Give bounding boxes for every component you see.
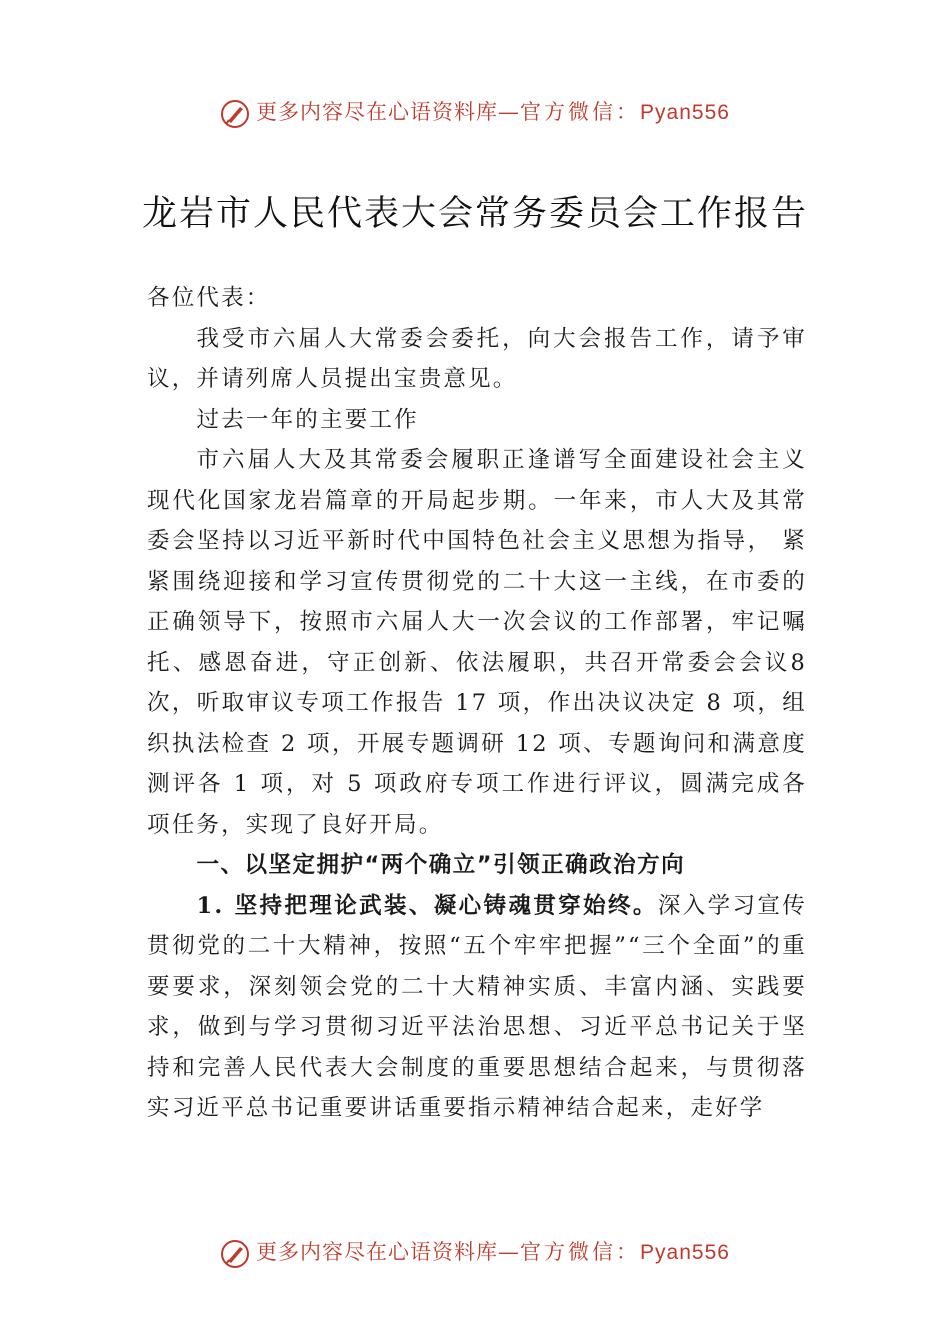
watermark-separator: — [498, 100, 521, 124]
wechat-label: 官方微信： [520, 1240, 641, 1264]
item-1-paragraph [147, 886, 807, 1129]
item-1-lead: 1. 坚持把理论武装、凝心铸魂贯穿始终。 [196, 892, 658, 919]
wechat-id: Pyan556 [640, 101, 730, 124]
watermark-text: 更多内容尽在心语资料库 [256, 100, 499, 124]
footer-watermark [0, 1236, 950, 1269]
salutation: 各位代表： [147, 285, 271, 311]
section-heading-past-year: 过去一年的主要工作 [196, 406, 419, 433]
quill-pen-logo-icon [220, 1239, 250, 1269]
watermark-text: 更多内容尽在心语资料库 [256, 1240, 499, 1264]
quill-pen-logo-icon [220, 99, 250, 129]
intro-paragraph: 我受市六届人大常委会委托，向大会报告工作，请予审议，并请列席人员提出宝贵意见。 [147, 325, 807, 392]
wechat-label: 官方微信： [520, 100, 641, 124]
overview-paragraph: 市六届人大及其常委会履职正逢谱写全面建设社会主义现代化国家龙岩篇章的开局起步期。一年来，市人大及其常委会坚持以习近平新时代中国特色社会主义思想为指导， 紧紧围绕迎接和学习宣传贯彻党的二十大这一主线，在市委的正确领导下，按照市六届人大一次会议的工作部署，牢记嘱托、感恩奋进，守正创新、依法履职，共召开常委会会议8次，听取审议专项工作报告 17 项，作出决议决定 8 项，组织执法检查 2 项，开展专题调研 12 项、专题询问和满意度测评各 1 项，对 5 项政府专项工作进行评议，圆满完成各项任务，实现了良好开局。 [147, 447, 807, 838]
item-1-body: 深入学习宣传贯彻党的二十大精神，按照“五个牢牢把握”“三个全面”的重要要求，深刻领会党的二十大精神实质、丰富内涵、实践要求，做到与学习贯彻习近平法治思想、习近平总书记关于坚持和完善人民代表大会制度的重要思想结合起来，与贯彻落实习近平总书记重要讲话重要指示精神结合起来，走好学 [147, 892, 807, 1121]
section-heading-1: 一、以坚定拥护“两个确立”引领正确政治方向 [196, 852, 686, 878]
document-body [147, 278, 807, 1129]
document-title: 龙岩市人民代表大会常务委员会工作报告 [141, 194, 808, 234]
watermark-separator: — [498, 1240, 521, 1264]
header-watermark [0, 96, 950, 129]
wechat-id: Pyan556 [640, 1241, 730, 1264]
